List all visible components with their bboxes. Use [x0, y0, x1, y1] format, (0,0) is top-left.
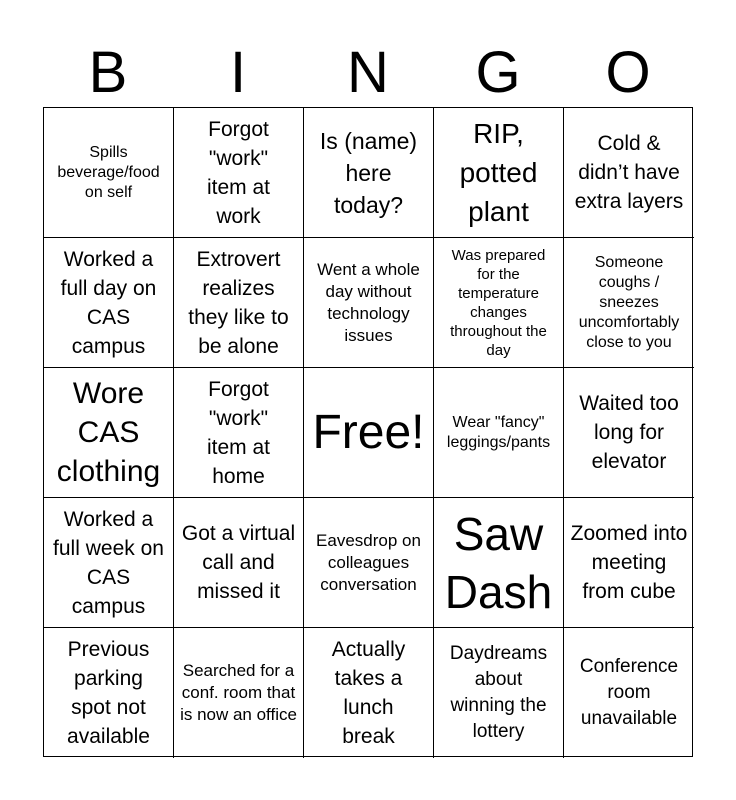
cell-text: Saw Dash — [444, 507, 553, 618]
cell-text: Conference room unavailable — [579, 656, 679, 729]
cell-text: Was prepared for the temperature changes throughout the day — [450, 246, 547, 359]
bingo-cell[interactable] — [304, 368, 434, 498]
bingo-cell[interactable] — [304, 498, 434, 628]
bingo-cell[interactable] — [434, 628, 564, 758]
bingo-cell[interactable] — [174, 498, 304, 628]
cell-text: Worked a full week on CAS campus — [53, 507, 164, 618]
cell-text: Previous parking spot not available — [67, 638, 150, 748]
bingo-cell[interactable] — [304, 238, 434, 368]
cell-text: Cold & didn’t have extra layers — [574, 132, 684, 213]
cell-text: Went a whole day without technology issues — [317, 259, 420, 345]
cell-text: Forgot "work" item at work — [206, 117, 271, 228]
cell-text: Someone coughs / sneezes uncomfortably close to you — [578, 253, 680, 351]
cell-text: Searched for a conf. room that is now an office — [180, 661, 297, 724]
cell-text: Daydreams about winning the lottery — [449, 643, 548, 742]
cell-text: RIP, potted plant — [459, 118, 538, 227]
header-letter-i: I — [229, 40, 247, 105]
cell-text: Free! — [312, 405, 425, 459]
bingo-cell[interactable] — [564, 108, 694, 238]
bingo-cell[interactable] — [174, 628, 304, 758]
bingo-header — [43, 40, 693, 106]
cell-text: Zoomed into meeting from cube — [570, 522, 688, 603]
cell-text: Spills beverage/food on self — [57, 143, 160, 201]
bingo-cell[interactable] — [564, 498, 694, 628]
bingo-cell[interactable] — [564, 628, 694, 758]
cell-text: Actually takes a lunch break — [331, 638, 406, 748]
cell-text: Wear "fancy" leggings/pants — [446, 413, 551, 451]
header-letter-b: B — [88, 40, 128, 105]
bingo-cell[interactable] — [564, 368, 694, 498]
bingo-cell[interactable] — [434, 498, 564, 628]
bingo-cell[interactable] — [434, 368, 564, 498]
bingo-cell[interactable] — [174, 238, 304, 368]
bingo-cell[interactable] — [174, 368, 304, 498]
header-letter-g: G — [475, 40, 521, 105]
bingo-cell[interactable] — [44, 628, 174, 758]
bingo-cell[interactable] — [304, 628, 434, 758]
header-letter-o: O — [605, 40, 651, 105]
bingo-board — [43, 107, 693, 757]
bingo-cell[interactable] — [44, 238, 174, 368]
bingo-cell[interactable] — [44, 368, 174, 498]
bingo-cell[interactable] — [44, 498, 174, 628]
cell-text: Forgot "work" item at home — [206, 377, 271, 488]
cell-text: Worked a full day on CAS campus — [60, 247, 157, 358]
cell-text: Got a virtual call and missed it — [181, 522, 296, 603]
cell-text: Extrovert realizes they like to be alone — [188, 247, 289, 358]
bingo-cell[interactable] — [44, 108, 174, 238]
header-letter-n: N — [347, 40, 389, 105]
bingo-cell[interactable] — [564, 238, 694, 368]
cell-text: Waited too long for elevator — [579, 392, 679, 473]
cell-text: Is (name) here today? — [319, 127, 418, 218]
bingo-cell[interactable] — [304, 108, 434, 238]
cell-text: Wore CAS clothing — [56, 377, 161, 488]
bingo-cell[interactable] — [174, 108, 304, 238]
cell-text: Eavesdrop on colleagues conversation — [316, 530, 421, 594]
bingo-cell[interactable] — [434, 238, 564, 368]
bingo-cell[interactable] — [434, 108, 564, 238]
